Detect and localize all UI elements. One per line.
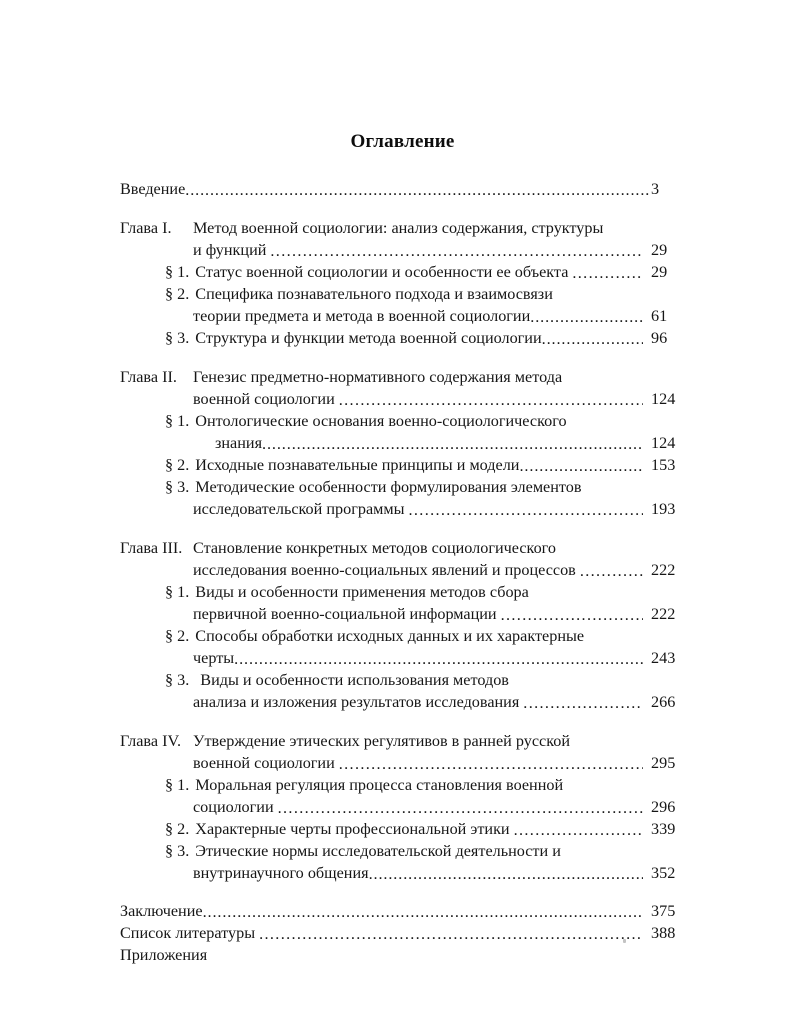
- section-title: Методические особенности формулирования элементов: [195, 478, 582, 496]
- section-row: [120, 669, 685, 691]
- chapter-title-line: [120, 217, 685, 239]
- page-number: 29: [651, 241, 668, 259]
- leader-dots: [339, 393, 643, 407]
- page-number: 339: [651, 820, 676, 838]
- section-row: [120, 625, 685, 647]
- page-number: 295: [651, 754, 676, 772]
- section-marker: § 2.: [165, 456, 190, 474]
- chapter-label: Глава IV.: [120, 732, 182, 750]
- page-number: 222: [651, 561, 676, 579]
- section-title-line2: первичной военно-социальной информации: [193, 605, 497, 623]
- section-marker: § 2.: [165, 820, 190, 838]
- toc-entry-introduction: [120, 178, 685, 200]
- chapter-title-cont: [120, 239, 685, 261]
- section-row: [120, 840, 685, 862]
- chapter-title-line2: исследования военно-социальных явлений и процессов: [193, 561, 576, 579]
- leader-dots: [203, 905, 643, 919]
- section-title-cont: [120, 796, 685, 818]
- toc-chapter-1: [120, 217, 685, 349]
- section-title-cont: [120, 603, 685, 625]
- section-title: Характерные черты профессиональной этики: [195, 820, 510, 838]
- section-marker: § 2.: [165, 627, 190, 645]
- toc-row: [120, 944, 685, 966]
- section-title-line2: черты: [193, 649, 235, 667]
- section-marker: § 3.: [165, 842, 190, 860]
- chapter-title: Становление конкретных методов социологического: [193, 539, 557, 557]
- page-title: [0, 131, 795, 153]
- toc-row: [120, 922, 685, 944]
- page-number: 193: [651, 500, 676, 518]
- section-title: Этические нормы исследовательской деятельности и: [195, 842, 561, 860]
- section-marker: § 3.: [165, 329, 190, 347]
- toc-row: [120, 900, 685, 922]
- leader-dots: [409, 503, 644, 517]
- section-title-line2: анализа и изложения результатов исследования: [193, 693, 520, 711]
- page-number: 3: [651, 180, 660, 198]
- entry-label: Список литературы: [120, 924, 256, 942]
- leader-dots: [278, 801, 643, 815]
- page-number: 124: [651, 434, 676, 452]
- section-title: Моральная регуляция процесса становления военной: [195, 776, 564, 794]
- section-marker: § 3.: [165, 671, 190, 689]
- leader-dots: [542, 332, 643, 346]
- leader-dots: [339, 757, 643, 771]
- section-title: Способы обработки исходных данных и их характерные: [195, 627, 585, 645]
- leader-dots: [234, 652, 643, 666]
- page-number: 61: [651, 307, 668, 325]
- toc-row: [120, 178, 685, 200]
- section-title: Статус военной социологии и особенности ее объекта: [195, 263, 569, 281]
- leader-dots: [259, 927, 643, 941]
- chapter-label: Глава II.: [120, 368, 177, 386]
- section-title-cont: [120, 305, 685, 327]
- chapter-title-cont: [120, 388, 685, 410]
- section-title-line2: исследовательской программы: [193, 500, 405, 518]
- scan-artifact-speck: [623, 939, 626, 943]
- section-title-cont: [120, 432, 685, 454]
- section-title-line2: теории предмета и метода в военной социологии: [193, 307, 531, 325]
- section-marker: § 2.: [165, 285, 190, 303]
- page-number: 243: [651, 649, 676, 667]
- leader-dots: [523, 696, 643, 710]
- section-title-line2: социологии: [193, 798, 274, 816]
- toc-chapter-4: [120, 730, 685, 884]
- section-title-line2: внутринаучного общения: [193, 864, 369, 882]
- entry-label: Приложения: [120, 946, 208, 964]
- page-number: 375: [651, 902, 676, 920]
- section-row: [120, 476, 685, 498]
- page-number: 352: [651, 864, 676, 882]
- section-marker: § 1.: [165, 583, 190, 601]
- section-title: Виды и особенности использования методов: [200, 671, 509, 689]
- chapter-title: Утверждение этических регулятивов в ранней русской: [193, 732, 570, 750]
- section-title-cont: [120, 691, 685, 713]
- chapter-title-line: [120, 730, 685, 752]
- section-row: [120, 283, 685, 305]
- section-marker: § 1.: [165, 776, 190, 794]
- section-row: [120, 327, 685, 349]
- page-number: 153: [651, 456, 676, 474]
- table-of-contents: [120, 178, 685, 966]
- leader-dots: [262, 437, 643, 451]
- leader-dots: [185, 183, 651, 197]
- leader-dots: [270, 244, 643, 258]
- section-title-cont: [120, 647, 685, 669]
- chapter-title-line: [120, 537, 685, 559]
- section-title-line2: знания: [215, 434, 263, 452]
- page-number: 388: [651, 924, 676, 942]
- leader-dots: [369, 867, 643, 881]
- section-title: Виды и особенности применения методов сбора: [195, 583, 529, 601]
- leader-dots: [514, 823, 643, 837]
- chapter-title-cont: [120, 559, 685, 581]
- section-row: [120, 410, 685, 432]
- leader-dots: [530, 310, 643, 324]
- section-title: Онтологические основания военно-социологического: [195, 412, 567, 430]
- toc-chapter-2: [120, 366, 685, 520]
- chapter-title-line2: военной социологии: [193, 754, 335, 772]
- section-row: [120, 774, 685, 796]
- leader-dots: [519, 459, 643, 473]
- section-marker: § 3.: [165, 478, 190, 496]
- entry-label: Заключение: [120, 902, 203, 920]
- leader-dots: [580, 564, 643, 578]
- chapter-title-line: [120, 366, 685, 388]
- chapter-label: Глава I.: [120, 219, 172, 237]
- section-marker: § 1.: [165, 412, 190, 430]
- page-number: 266: [651, 693, 676, 711]
- section-row: [120, 581, 685, 603]
- chapter-title: Генезис предметно-нормативного содержания метода: [193, 368, 563, 386]
- chapter-label: Глава III.: [120, 539, 183, 557]
- toc-chapter-3: [120, 537, 685, 713]
- page-number: 222: [651, 605, 676, 623]
- chapter-title-line2: и функций: [193, 241, 267, 259]
- section-title: Исходные познавательные принципы и модели: [195, 456, 520, 474]
- page-number: 124: [651, 390, 676, 408]
- page-title-text: Оглавление: [350, 131, 455, 152]
- chapter-title: Метод военной социологии: анализ содержания, структуры: [193, 219, 604, 237]
- chapter-title-line2: военной социологии: [193, 390, 335, 408]
- page-number: 296: [651, 798, 676, 816]
- toc-back-matter: [120, 900, 685, 966]
- section-row: [120, 261, 685, 283]
- page-number: 29: [651, 263, 668, 281]
- chapter-title-cont: [120, 752, 685, 774]
- section-row: [120, 454, 685, 476]
- section-marker: § 1.: [165, 263, 190, 281]
- section-title: Структура и функции метода военной социологии: [195, 329, 542, 347]
- section-title-cont: [120, 862, 685, 884]
- entry-label: Введение: [120, 180, 186, 198]
- page-number: 96: [651, 329, 668, 347]
- leader-dots: [572, 266, 643, 280]
- leader-dots: [501, 608, 643, 622]
- section-title: Специфика познавательного подхода и взаимосвязи: [195, 285, 553, 303]
- section-title-cont: [120, 498, 685, 520]
- section-row: [120, 818, 685, 840]
